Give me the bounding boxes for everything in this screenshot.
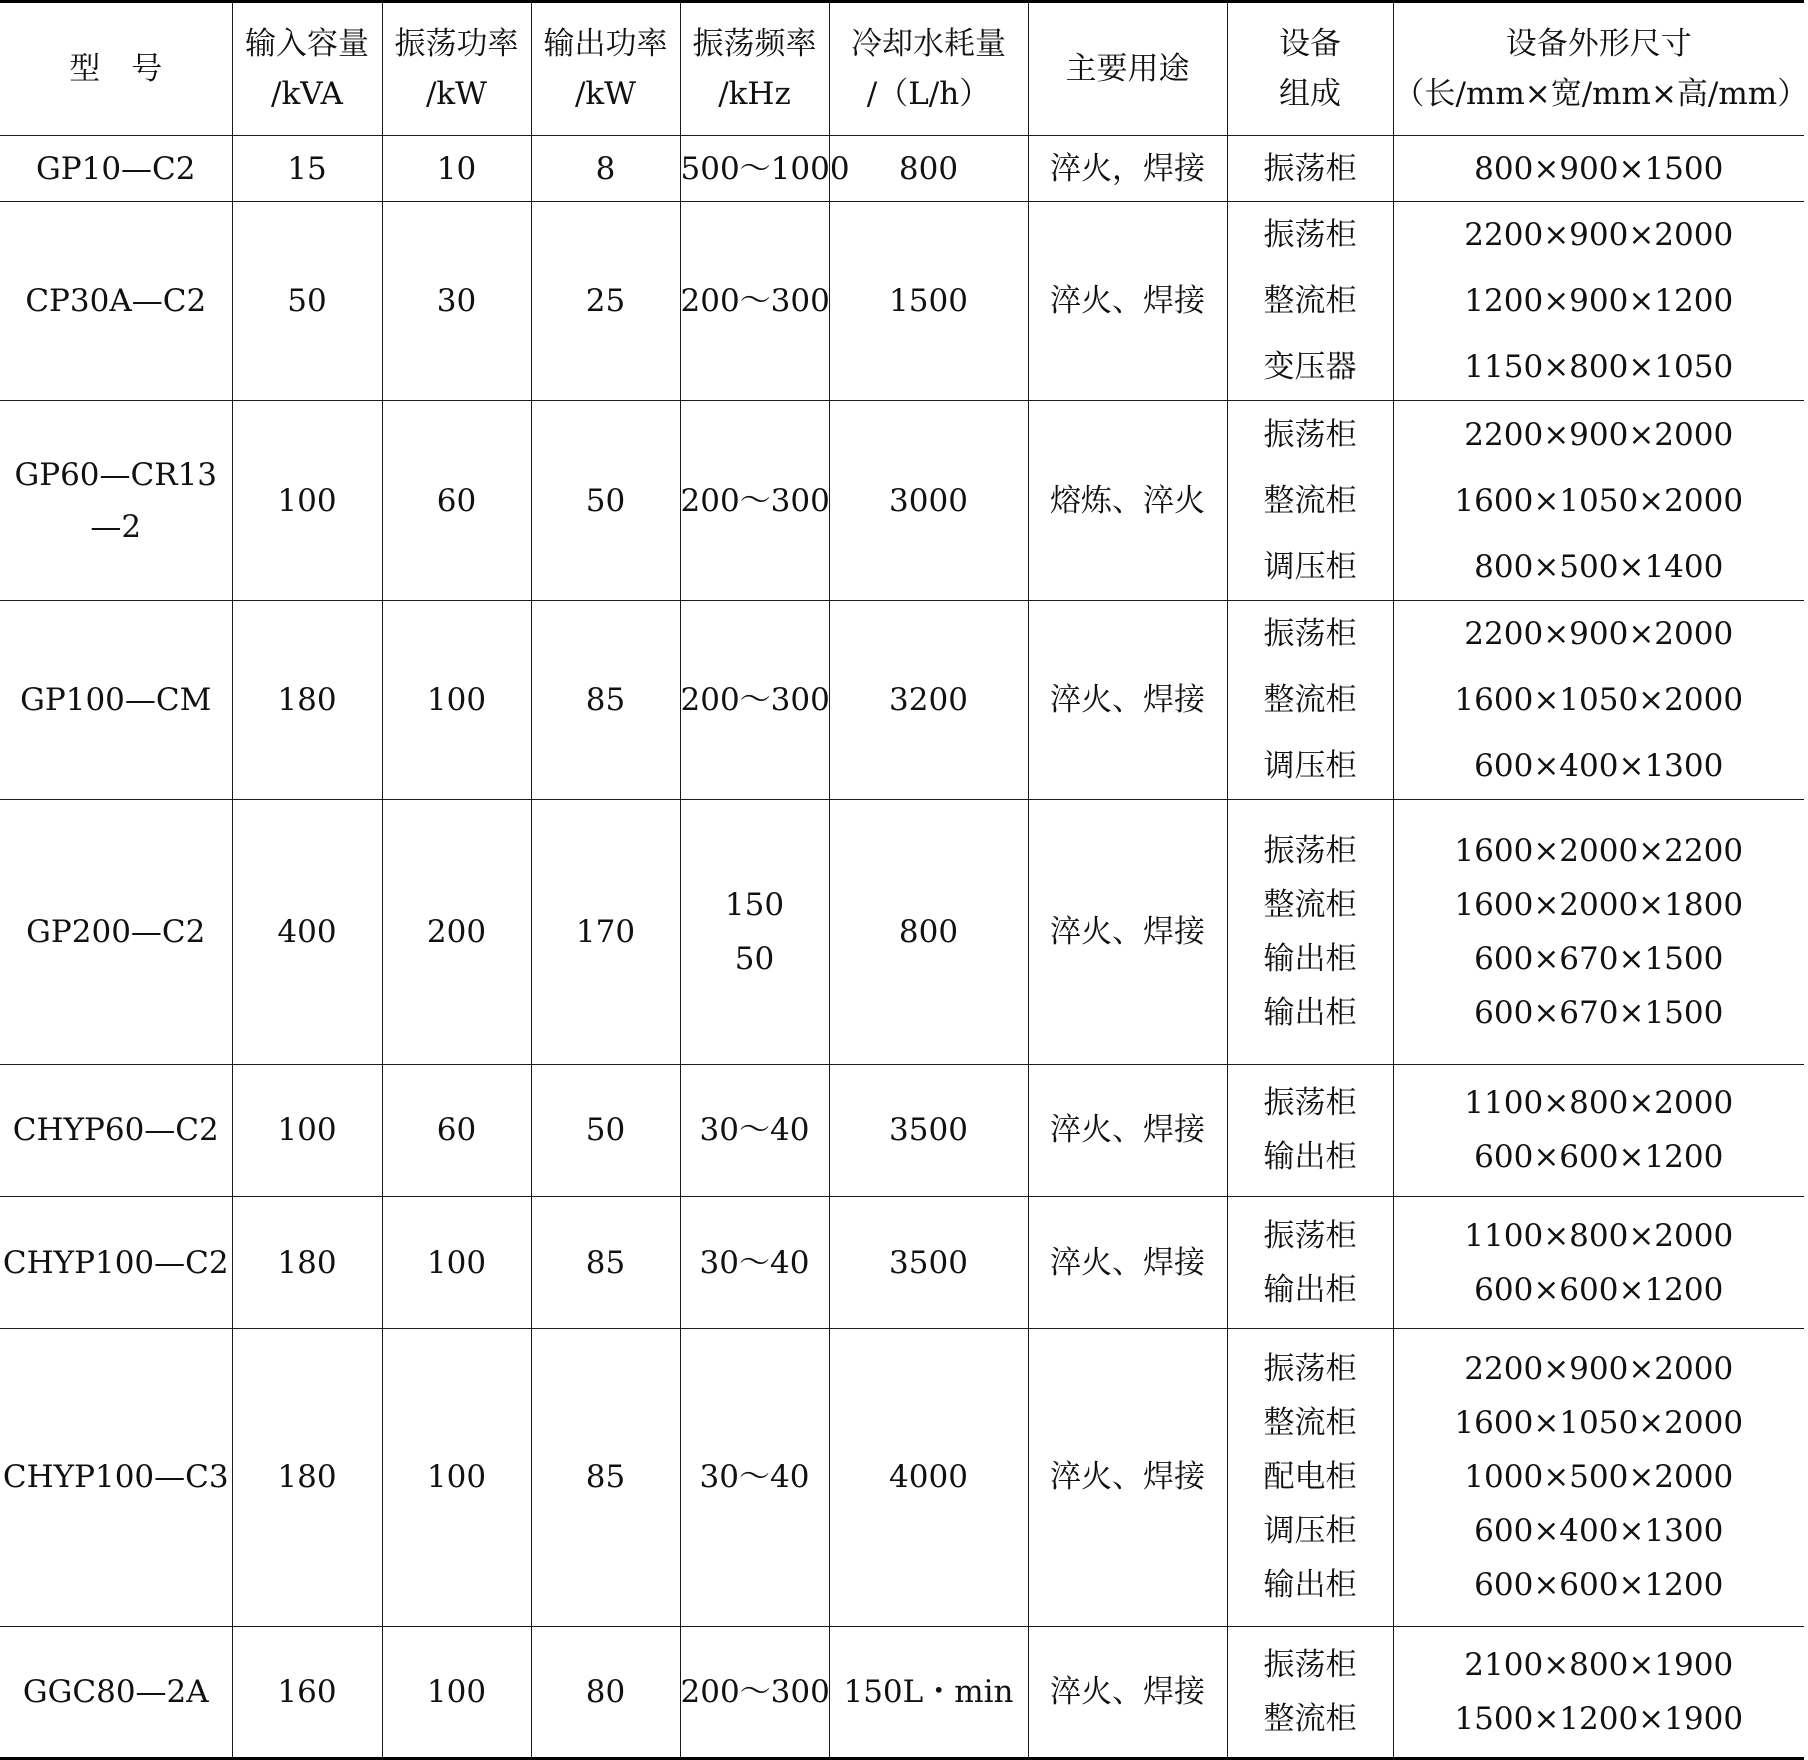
cooling-water-cell: 4000 xyxy=(829,1329,1028,1627)
input-capacity-cell: 100 xyxy=(232,401,382,600)
components-cell xyxy=(1227,401,1393,600)
main-use-cell: 淬火、焊接 xyxy=(1028,1329,1227,1627)
header-line: 设备外形尺寸 xyxy=(1505,26,1692,62)
main-use-header xyxy=(1028,2,1227,136)
dimensions-cell xyxy=(1393,1064,1804,1196)
components-cell xyxy=(1227,1196,1393,1328)
input-capacity-cell: 180 xyxy=(232,1329,382,1627)
cooling-water-cell: 800 xyxy=(829,800,1028,1064)
output-power-cell: 85 xyxy=(531,1329,680,1627)
cooling-water-cell: 1500 xyxy=(829,202,1028,401)
oscillation-frequency-cell xyxy=(680,136,850,202)
main-use-cell: 淬火、焊接 xyxy=(1028,800,1227,1064)
dimensions-cell xyxy=(1393,1626,1804,1758)
dimensions-cell xyxy=(1393,136,1804,202)
header-line: 振荡频率 xyxy=(692,26,817,62)
oscillation-power-cell: 200 xyxy=(382,800,531,1064)
model-cell: GP100—CM xyxy=(0,600,232,799)
oscillation-frequency-cell xyxy=(680,800,829,1064)
model-cell: GP60—CR13—2 xyxy=(0,401,232,600)
model-cell: GGC80—2A xyxy=(0,1626,232,1758)
component-name: 整流柜 xyxy=(1263,1405,1357,1442)
dimension-value: 2200×900×2000 xyxy=(1464,416,1734,453)
header-line: 振荡功率 xyxy=(394,26,519,62)
cooling-water-header xyxy=(829,2,1028,136)
dimension-value: 600×600×1200 xyxy=(1474,1567,1724,1604)
oscillation-power-cell: 100 xyxy=(382,1329,531,1627)
header-line: /kHz xyxy=(718,76,791,112)
dimension-value: 1600×1050×2000 xyxy=(1454,1405,1744,1442)
component-name: 输出柜 xyxy=(1263,994,1357,1031)
oscillation-power-cell: 100 xyxy=(382,1626,531,1758)
component-name: 输出柜 xyxy=(1263,940,1357,977)
component-name: 调压柜 xyxy=(1263,748,1357,784)
main-use-cell: 熔炼、淬火 xyxy=(1028,401,1227,600)
main-use-cell: 淬火、焊接 xyxy=(1028,1626,1227,1758)
dimensions-cell xyxy=(1393,600,1804,799)
component-name: 整流柜 xyxy=(1263,482,1357,519)
dimension-value: 2200×900×2000 xyxy=(1464,217,1734,254)
output-power-header xyxy=(531,2,680,136)
component-name: 振荡柜 xyxy=(1263,1351,1357,1388)
dimension-value: 1100×800×2000 xyxy=(1464,1085,1734,1122)
output-power-cell: 170 xyxy=(531,800,680,1064)
oscillation-power-cell: 60 xyxy=(382,1064,531,1196)
frequency-value: 200～300 xyxy=(680,682,830,718)
frequency-value: 500～1000 xyxy=(680,150,850,187)
components-cell xyxy=(1227,600,1393,799)
dimensions-cell xyxy=(1393,401,1804,600)
oscillation-frequency-header xyxy=(680,2,829,136)
table-row xyxy=(0,1626,1804,1758)
header-line: （长/mm×宽/mm×高/mm） xyxy=(1393,76,1808,112)
component-name: 振荡柜 xyxy=(1263,1085,1357,1122)
oscillation-power-cell: 100 xyxy=(382,600,531,799)
header-line: /kW xyxy=(574,76,637,112)
table-row xyxy=(0,600,1804,799)
model-cell: GP10—C2 xyxy=(0,136,232,202)
oscillation-frequency-cell xyxy=(680,202,829,401)
header-line: 型 号 xyxy=(69,51,163,87)
input-capacity-cell: 400 xyxy=(232,800,382,1064)
frequency-value: 30～40 xyxy=(699,1459,810,1496)
oscillation-frequency-cell xyxy=(680,1329,829,1627)
header-line: /kW xyxy=(425,76,488,112)
dimension-value: 600×670×1500 xyxy=(1474,940,1724,977)
header-line: 主要用途 xyxy=(1065,51,1190,87)
dimension-value: 600×400×1300 xyxy=(1474,1513,1724,1550)
output-power-cell: 85 xyxy=(531,1196,680,1328)
component-name: 振荡柜 xyxy=(1263,217,1357,254)
dimensions-cell xyxy=(1393,202,1804,401)
components-cell xyxy=(1227,1329,1393,1627)
header-line: 冷却水耗量 xyxy=(851,26,1006,62)
input-capacity-header xyxy=(232,2,382,136)
oscillation-frequency-cell xyxy=(680,401,829,600)
dimension-value: 800×500×1400 xyxy=(1474,548,1724,585)
table-row xyxy=(0,1196,1804,1328)
output-power-cell: 50 xyxy=(531,401,680,600)
component-name: 输出柜 xyxy=(1263,1567,1357,1604)
component-name: 振荡柜 xyxy=(1263,616,1357,652)
dimensions-cell xyxy=(1393,1329,1804,1627)
output-power-cell: 8 xyxy=(531,136,680,202)
component-name: 整流柜 xyxy=(1263,886,1357,923)
component-name: 整流柜 xyxy=(1263,283,1357,320)
component-name: 振荡柜 xyxy=(1263,150,1357,187)
input-capacity-cell: 180 xyxy=(232,1196,382,1328)
dimension-value: 1150×800×1050 xyxy=(1464,349,1734,386)
component-name: 振荡柜 xyxy=(1263,1646,1357,1683)
output-power-cell: 50 xyxy=(531,1064,680,1196)
table-row xyxy=(0,1064,1804,1196)
oscillation-power-cell: 100 xyxy=(382,1196,531,1328)
component-name: 振荡柜 xyxy=(1263,832,1357,869)
oscillation-frequency-cell xyxy=(680,1196,829,1328)
oscillation-frequency-cell xyxy=(680,1064,829,1196)
header-line: 设备 xyxy=(1279,26,1341,62)
input-capacity-cell: 100 xyxy=(232,1064,382,1196)
dimension-value: 1600×2000×1800 xyxy=(1454,886,1744,923)
table-row xyxy=(0,202,1804,401)
dimension-value: 2100×800×1900 xyxy=(1464,1646,1734,1683)
component-name: 调压柜 xyxy=(1263,1513,1357,1550)
component-name: 整流柜 xyxy=(1263,1700,1357,1737)
header-line: 输入容量 xyxy=(245,26,369,62)
components-cell xyxy=(1227,800,1393,1064)
frequency-value: 200～300 xyxy=(680,482,830,519)
output-power-cell: 25 xyxy=(531,202,680,401)
oscillation-power-cell: 10 xyxy=(382,136,531,202)
dimension-value: 1600×1050×2000 xyxy=(1454,682,1744,718)
frequency-value: 30～40 xyxy=(699,1244,810,1281)
cooling-water-cell: 3500 xyxy=(829,1196,1028,1328)
input-capacity-cell: 180 xyxy=(232,600,382,799)
cooling-water-cell: 3500 xyxy=(829,1064,1028,1196)
input-capacity-cell: 160 xyxy=(232,1626,382,1758)
dimension-value: 600×670×1500 xyxy=(1474,994,1724,1031)
dimension-value: 2200×900×2000 xyxy=(1464,1351,1734,1388)
output-power-cell: 85 xyxy=(531,600,680,799)
oscillation-power-cell: 60 xyxy=(382,401,531,600)
component-name: 变压器 xyxy=(1263,349,1357,386)
cooling-water-cell: 3200 xyxy=(829,600,1028,799)
component-name: 整流柜 xyxy=(1263,682,1357,718)
dimension-value: 1600×2000×2200 xyxy=(1454,832,1744,869)
components-header xyxy=(1227,2,1393,136)
components-cell xyxy=(1227,136,1393,202)
dimensions-cell xyxy=(1393,1196,1804,1328)
input-capacity-cell: 50 xyxy=(232,202,382,401)
table-body xyxy=(0,136,1804,1759)
table-row xyxy=(0,1329,1804,1627)
table-row xyxy=(0,136,1804,202)
component-name: 振荡柜 xyxy=(1263,416,1357,453)
main-use-cell: 淬火、焊接 xyxy=(1028,1196,1227,1328)
oscillation-frequency-cell xyxy=(680,600,829,799)
dimensions-header xyxy=(1393,2,1808,136)
model-header xyxy=(0,2,232,136)
header-line: 输出功率 xyxy=(543,26,668,62)
dimension-value: 600×600×1200 xyxy=(1474,1271,1724,1308)
header-line: 组成 xyxy=(1279,76,1341,112)
frequency-value: 30～40 xyxy=(699,1112,810,1149)
model-cell: CHYP100—C2 xyxy=(0,1196,232,1328)
dimension-value: 2200×900×2000 xyxy=(1464,616,1734,652)
model-cell: CHYP60—C2 xyxy=(0,1064,232,1196)
main-use-cell: 淬火、焊接 xyxy=(1028,1064,1227,1196)
oscillation-frequency-cell xyxy=(680,1626,829,1758)
components-cell xyxy=(1227,1064,1393,1196)
frequency-value: 50 xyxy=(734,940,775,977)
model-cell: CP30A—C2 xyxy=(0,202,232,401)
header-line: /kVA xyxy=(271,76,343,112)
dimension-value: 600×400×1300 xyxy=(1474,748,1724,784)
components-cell xyxy=(1227,1626,1393,1758)
component-name: 配电柜 xyxy=(1263,1459,1357,1496)
table-row xyxy=(0,800,1804,1064)
main-use-cell: 淬火、焊接 xyxy=(1028,202,1227,401)
oscillation-power-header xyxy=(382,2,531,136)
oscillation-power-cell: 30 xyxy=(382,202,531,401)
frequency-value: 200～300 xyxy=(680,1673,830,1710)
output-power-cell: 80 xyxy=(531,1626,680,1758)
dimensions-cell xyxy=(1393,800,1804,1064)
cooling-water-cell: 150L・min xyxy=(829,1626,1028,1758)
components-cell xyxy=(1227,202,1393,401)
frequency-value: 200～300 xyxy=(680,283,830,320)
dimension-value: 1100×800×2000 xyxy=(1464,1217,1734,1254)
cooling-water-cell: 800 xyxy=(829,136,1028,202)
component-name: 调压柜 xyxy=(1263,548,1357,585)
frequency-value: 150 xyxy=(724,886,785,923)
input-capacity-cell: 15 xyxy=(232,136,382,202)
main-use-cell: 淬火，焊接 xyxy=(1028,136,1227,202)
component-name: 输出柜 xyxy=(1263,1271,1357,1308)
model-cell: CHYP100—C3 xyxy=(0,1329,232,1627)
dimension-value: 600×600×1200 xyxy=(1474,1139,1724,1176)
component-name: 输出柜 xyxy=(1263,1139,1357,1176)
header-row xyxy=(0,2,1804,136)
cooling-water-cell: 3000 xyxy=(829,401,1028,600)
dimension-value: 800×900×1500 xyxy=(1474,150,1724,187)
header-line: /（L/h） xyxy=(866,76,991,112)
dimension-value: 1000×500×2000 xyxy=(1464,1459,1734,1496)
main-use-cell: 淬火、焊接 xyxy=(1028,600,1227,799)
dimension-value: 1200×900×1200 xyxy=(1464,283,1734,320)
model-cell: GP200—C2 xyxy=(0,800,232,1064)
table-row xyxy=(0,401,1804,600)
table-header xyxy=(0,2,1808,136)
dimension-value: 1500×1200×1900 xyxy=(1454,1700,1744,1737)
component-name: 振荡柜 xyxy=(1263,1217,1357,1254)
dimension-value: 1600×1050×2000 xyxy=(1454,482,1744,519)
